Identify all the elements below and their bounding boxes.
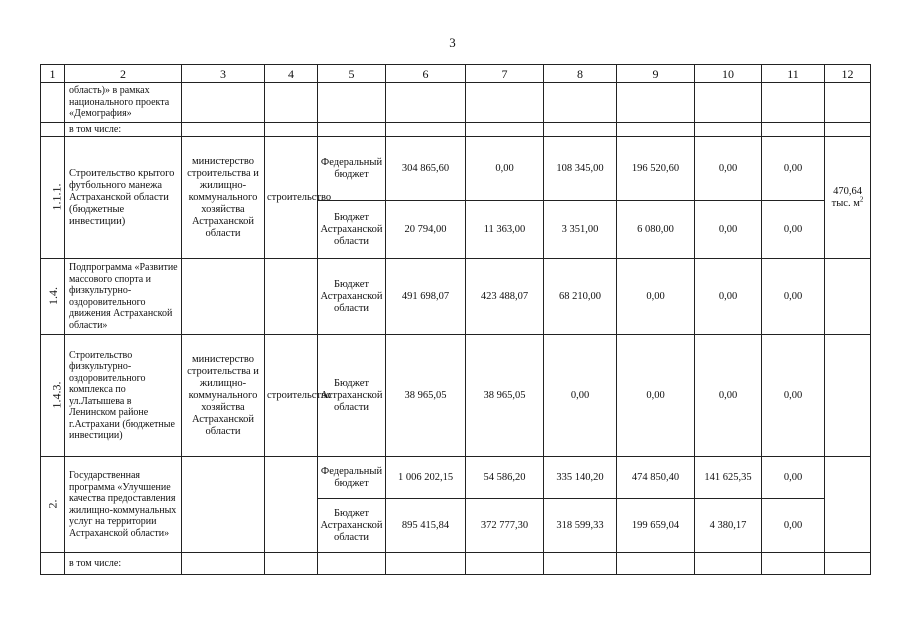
value-cell: 0,00: [762, 499, 825, 553]
header-cell: 8: [544, 65, 617, 83]
funding-source: Бюджет Астраханской области: [318, 201, 386, 259]
row-name: в том числе:: [65, 123, 182, 137]
header-row: [41, 65, 871, 83]
value-cell: 0,00: [762, 137, 825, 201]
row-name: Подпрограмма «Развитие массового спорта и физкультурно-оздоровительного движения Астраханской области»: [65, 259, 182, 335]
funding-source: Федеральный бюджет: [318, 457, 386, 499]
value-cell: 4 380,17: [695, 499, 762, 553]
value-cell: 0,00: [544, 335, 617, 457]
header-cell: 1: [41, 65, 65, 83]
row-name: Государственная программа «Улучшение качества предоставления жилищно-коммунальных услуг на территории Астраханской области»: [65, 457, 182, 553]
value-cell: 11 363,00: [466, 201, 544, 259]
value-cell: 335 140,20: [544, 457, 617, 499]
value-cell: 423 488,07: [466, 259, 544, 335]
table-row: [41, 137, 871, 201]
page-number: 3: [449, 35, 456, 50]
value-cell: 0,00: [762, 457, 825, 499]
value-cell: 20 794,00: [386, 201, 466, 259]
table-row: [41, 83, 871, 123]
value-cell: 0,00: [617, 335, 695, 457]
value-cell: 0,00: [695, 335, 762, 457]
funding-source: Бюджет Астраханской области: [318, 335, 386, 457]
header-cell: 3: [182, 65, 265, 83]
funding-source: Бюджет Астраханской области: [318, 259, 386, 335]
value-cell: 0,00: [617, 259, 695, 335]
funding-source: Федеральный бюджет: [318, 137, 386, 201]
row-name: в том числе:: [65, 553, 182, 575]
capacity-unit-sup: 2: [859, 195, 864, 203]
funding-source: Бюджет Астраханской области: [318, 499, 386, 553]
value-cell: 38 965,05: [386, 335, 466, 457]
value-cell: 895 415,84: [386, 499, 466, 553]
value-cell: 3 351,00: [544, 201, 617, 259]
value-cell: 38 965,05: [466, 335, 544, 457]
table-row: [41, 553, 871, 575]
row-name: область)» в рамках национального проекта «Демография»: [65, 83, 182, 123]
row-name: Строительство крытого футбольного манежа Астраханской области (бюджетные инвестиции): [65, 137, 182, 259]
header-cell: 2: [65, 65, 182, 83]
work-type: строительство: [265, 335, 318, 457]
executor: министерство строительства и жилищно-коммунального хозяйства Астраханской области: [182, 137, 265, 259]
header-cell: 6: [386, 65, 466, 83]
value-cell: 318 599,33: [544, 499, 617, 553]
budget-table: [40, 64, 871, 575]
capacity-value: 470,64: [833, 185, 862, 197]
value-cell: 491 698,07: [386, 259, 466, 335]
value-cell: 0,00: [466, 137, 544, 201]
value-cell: 0,00: [695, 137, 762, 201]
header-cell: 7: [466, 65, 544, 83]
value-cell: 1 006 202,15: [386, 457, 466, 499]
table-row: [41, 123, 871, 137]
value-cell: 0,00: [695, 201, 762, 259]
value-cell: 0,00: [762, 201, 825, 259]
value-cell: 304 865,60: [386, 137, 466, 201]
value-cell: 199 659,04: [617, 499, 695, 553]
value-cell: 196 520,60: [617, 137, 695, 201]
header-cell: 5: [318, 65, 386, 83]
value-cell: 0,00: [695, 259, 762, 335]
row-number: 1.4.3.: [49, 381, 64, 408]
header-cell: 4: [265, 65, 318, 83]
header-cell: 10: [695, 65, 762, 83]
value-cell: 474 850,40: [617, 457, 695, 499]
value-cell: 68 210,00: [544, 259, 617, 335]
value-cell: 6 080,00: [617, 201, 695, 259]
value-cell: 0,00: [762, 335, 825, 457]
table-row: [41, 457, 871, 499]
table-row: [41, 259, 871, 335]
row-name: Строительство физкультурно-оздоровительного комплекса по ул.Латышева в Ленинском районе г.Астрахани (бюджетные инвестиции): [65, 335, 182, 457]
work-type: строительство: [265, 137, 318, 259]
row-number: 1.4.: [45, 286, 60, 305]
header-cell: 12: [825, 65, 871, 83]
value-cell: 0,00: [762, 259, 825, 335]
value-cell: 141 625,35: [695, 457, 762, 499]
value-cell: 108 345,00: [544, 137, 617, 201]
capacity-cell: [825, 137, 871, 259]
row-number: 1.1.1.: [49, 183, 64, 210]
header-cell: 9: [617, 65, 695, 83]
table-row: [41, 335, 871, 457]
value-cell: 54 586,20: [466, 457, 544, 499]
row-number: 2.: [45, 499, 60, 508]
header-cell: 11: [762, 65, 825, 83]
capacity-unit: тыс. м: [831, 197, 860, 209]
executor: министерство строительства и жилищно-коммунального хозяйства Астраханской области: [182, 335, 265, 457]
value-cell: 372 777,30: [466, 499, 544, 553]
